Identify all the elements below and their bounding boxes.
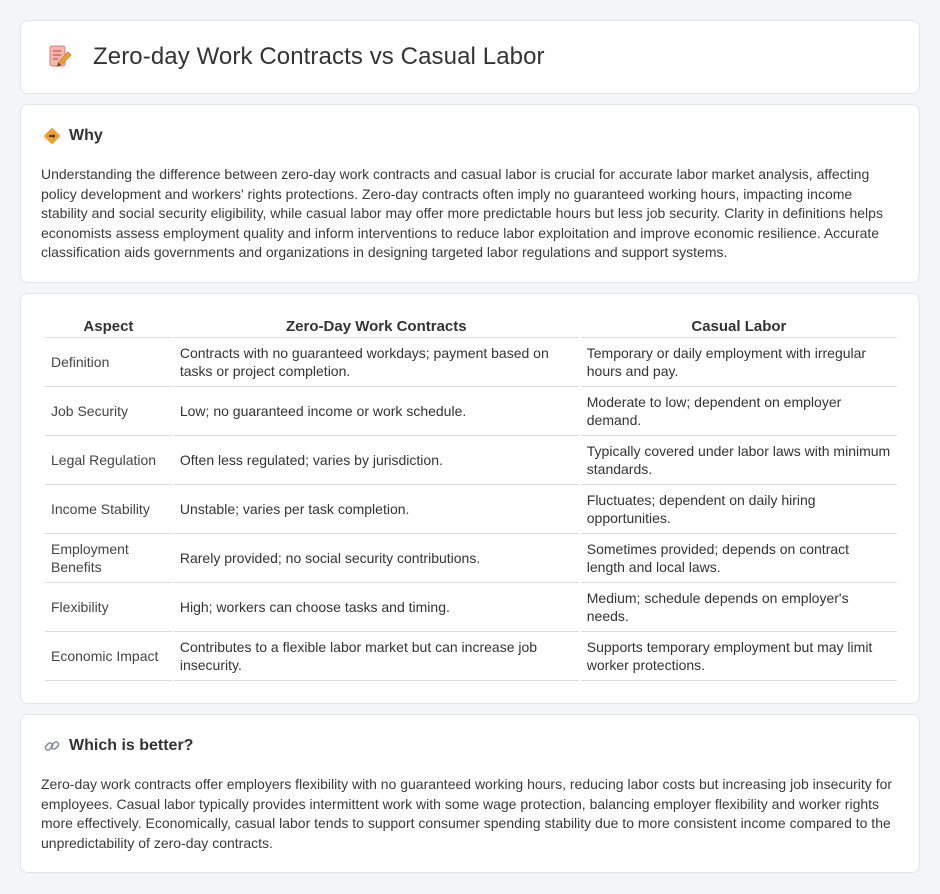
- document-pencil-icon: [47, 43, 73, 71]
- diamond-direction-icon: [43, 127, 61, 145]
- table-row: [45, 534, 897, 583]
- link-icon: [43, 737, 61, 755]
- why-heading: Why: [69, 127, 103, 144]
- comparison-table: [43, 316, 899, 681]
- why-text: Understanding the difference between zero-day work contracts and casual labor is crucial for accurate labor market analysis, affecting policy development and workers' rights protections. Zero-day contracts often imply no guaranteed working hours, impacting income stability and social security eligibility, while casual labor may offer more predictable hours but less job security. Clarity in definitions helps economists assess employment quality and inform interventions to reduce labor exploitation and improve economic resilience. Accurate classification aids governments and organizations in designing targeted labor regulations and support systems.: [41, 166, 883, 261]
- row-aspect: Definition: [45, 338, 172, 387]
- row-zero-day: Often less regulated; varies by jurisdiction.: [174, 436, 579, 485]
- row-zero-day: Unstable; varies per task completion.: [174, 485, 579, 534]
- row-zero-day: High; workers can choose tasks and timing.: [174, 583, 579, 632]
- row-casual: Moderate to low; dependent on employer demand.: [581, 387, 897, 436]
- table-row: [45, 632, 897, 681]
- row-zero-day: Rarely provided; no social security contributions.: [174, 534, 579, 583]
- row-zero-day: Contracts with no guaranteed workdays; payment based on tasks or project completion.: [174, 338, 579, 387]
- why-section: [20, 104, 920, 283]
- row-aspect: Flexibility: [45, 583, 172, 632]
- which-better-section: [20, 714, 920, 873]
- table-row: [45, 338, 897, 387]
- row-aspect: Legal Regulation: [45, 436, 172, 485]
- table-row: [45, 485, 897, 534]
- header-card: [20, 20, 920, 94]
- row-casual: Medium; schedule depends on employer's needs.: [581, 583, 897, 632]
- row-casual: Temporary or daily employment with irregular hours and pay.: [581, 338, 897, 387]
- table-row: [45, 436, 897, 485]
- row-aspect: Economic Impact: [45, 632, 172, 681]
- row-casual: Fluctuates; dependent on daily hiring opportunities.: [581, 485, 897, 534]
- row-aspect: Job Security: [45, 387, 172, 436]
- comparison-card: [20, 293, 920, 704]
- table-row: [45, 387, 897, 436]
- page-title: Zero-day Work Contracts vs Casual Labor: [93, 43, 545, 70]
- row-casual: Sometimes provided; depends on contract length and local laws.: [581, 534, 897, 583]
- row-aspect: Income Stability: [45, 485, 172, 534]
- row-casual: Typically covered under labor laws with minimum standards.: [581, 436, 897, 485]
- which-better-text: Zero-day work contracts offer employers flexibility with no guaranteed working hours, reducing labor costs but increasing job insecurity for employees. Casual labor typically provides intermittent work with some wage protection, balancing employer flexibility and worker rights more effectively. Economically, casual labor tends to support consumer spending stability due to more consistent income compared to the unpredictability of zero-day contracts.: [41, 776, 893, 851]
- header-casual: Casual Labor: [581, 316, 897, 338]
- table-row: [45, 583, 897, 632]
- which-better-heading: Which is better?: [69, 737, 194, 754]
- row-zero-day: Low; no guaranteed income or work schedule.: [174, 387, 579, 436]
- header-zero-day: Zero-Day Work Contracts: [174, 316, 579, 338]
- row-zero-day: Contributes to a flexible labor market but can increase job insecurity.: [174, 632, 579, 681]
- table-header-row: [45, 316, 897, 338]
- row-aspect: Employment Benefits: [45, 534, 172, 583]
- row-casual: Supports temporary employment but may limit worker protections.: [581, 632, 897, 681]
- header-aspect: Aspect: [45, 316, 172, 338]
